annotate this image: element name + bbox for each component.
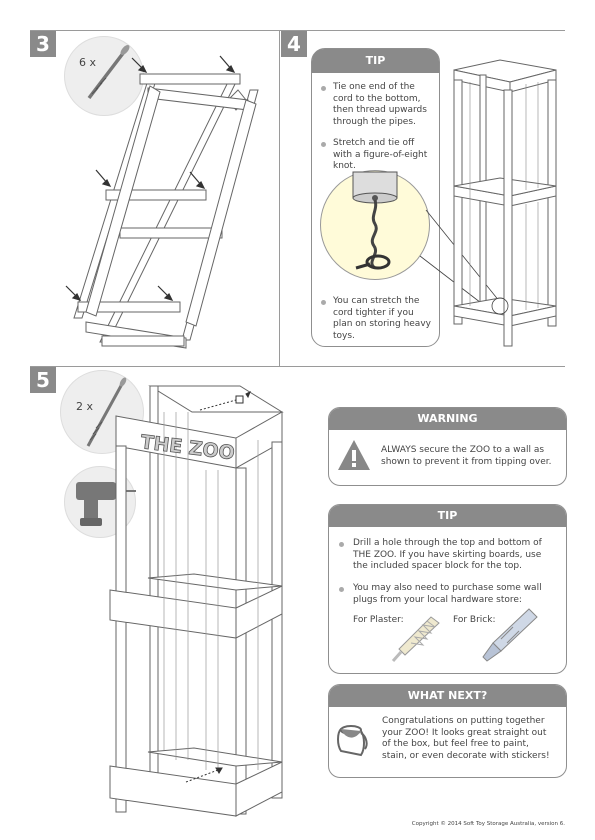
tip-box-drilling xyxy=(328,504,567,674)
paint-can-icon xyxy=(335,719,371,757)
bullet-dot xyxy=(339,587,344,592)
brick-plug-icon xyxy=(479,605,541,665)
whatnext-header xyxy=(329,685,566,707)
tip-cord-bullet-1: Tie one end of the cord to the bottom, then thread upwards through the pipes. xyxy=(333,82,427,127)
warning-text: ALWAYS secure the ZOO to a wall as shown to prevent it from tipping over. xyxy=(381,445,552,467)
plaster-plug-icon xyxy=(391,609,443,665)
step-4-number: 4 xyxy=(281,31,307,57)
for-plaster-label: For Plaster: xyxy=(353,615,404,625)
tip-cord-bullet-2: Stretch and tie off with a figure-of-eight knot. xyxy=(333,138,428,171)
warning-header-text: WARNING xyxy=(417,412,478,425)
step-5-qty: 2 x xyxy=(76,400,94,413)
tip-drilling-bullet-2: You may also need to purchase some wall plugs from your local hardware store: xyxy=(353,583,542,605)
tip-header-text: TIP xyxy=(365,54,386,67)
tip-cord-bullet-3: You can stretch the cord tighter if you plan on storing heavy toys. xyxy=(333,296,431,341)
shelf-sign-text: THE ZOO xyxy=(139,431,236,465)
bullet-dot xyxy=(339,542,344,547)
step-3-number: 3 xyxy=(30,31,56,57)
warning-triangle-icon xyxy=(337,438,371,472)
tip-drilling-header-text: TIP xyxy=(437,509,458,522)
warning-header xyxy=(329,408,566,430)
for-brick-label: For Brick: xyxy=(453,615,496,625)
step-5-number: 5 xyxy=(30,367,56,393)
warning-box xyxy=(328,407,567,486)
whatnext-box xyxy=(328,684,567,778)
whatnext-header-text: WHAT NEXT? xyxy=(407,689,488,702)
copyright-notice: Copyright © 2014 Soft Toy Storage Australia, version 6. xyxy=(411,821,565,827)
tip-drilling-bullet-1: Drill a hole through the top and bottom of THE ZOO. If you have skirting boards, use the included spacer block for the top. xyxy=(353,538,542,571)
tip-drilling-header xyxy=(329,505,566,527)
step-3-qty: 6 x xyxy=(79,56,97,69)
whatnext-text: Congratulations on putting together your ZOO! It looks great straight out of the box, but feel free to paint, stain, or even decorate with stickers! xyxy=(382,716,550,761)
